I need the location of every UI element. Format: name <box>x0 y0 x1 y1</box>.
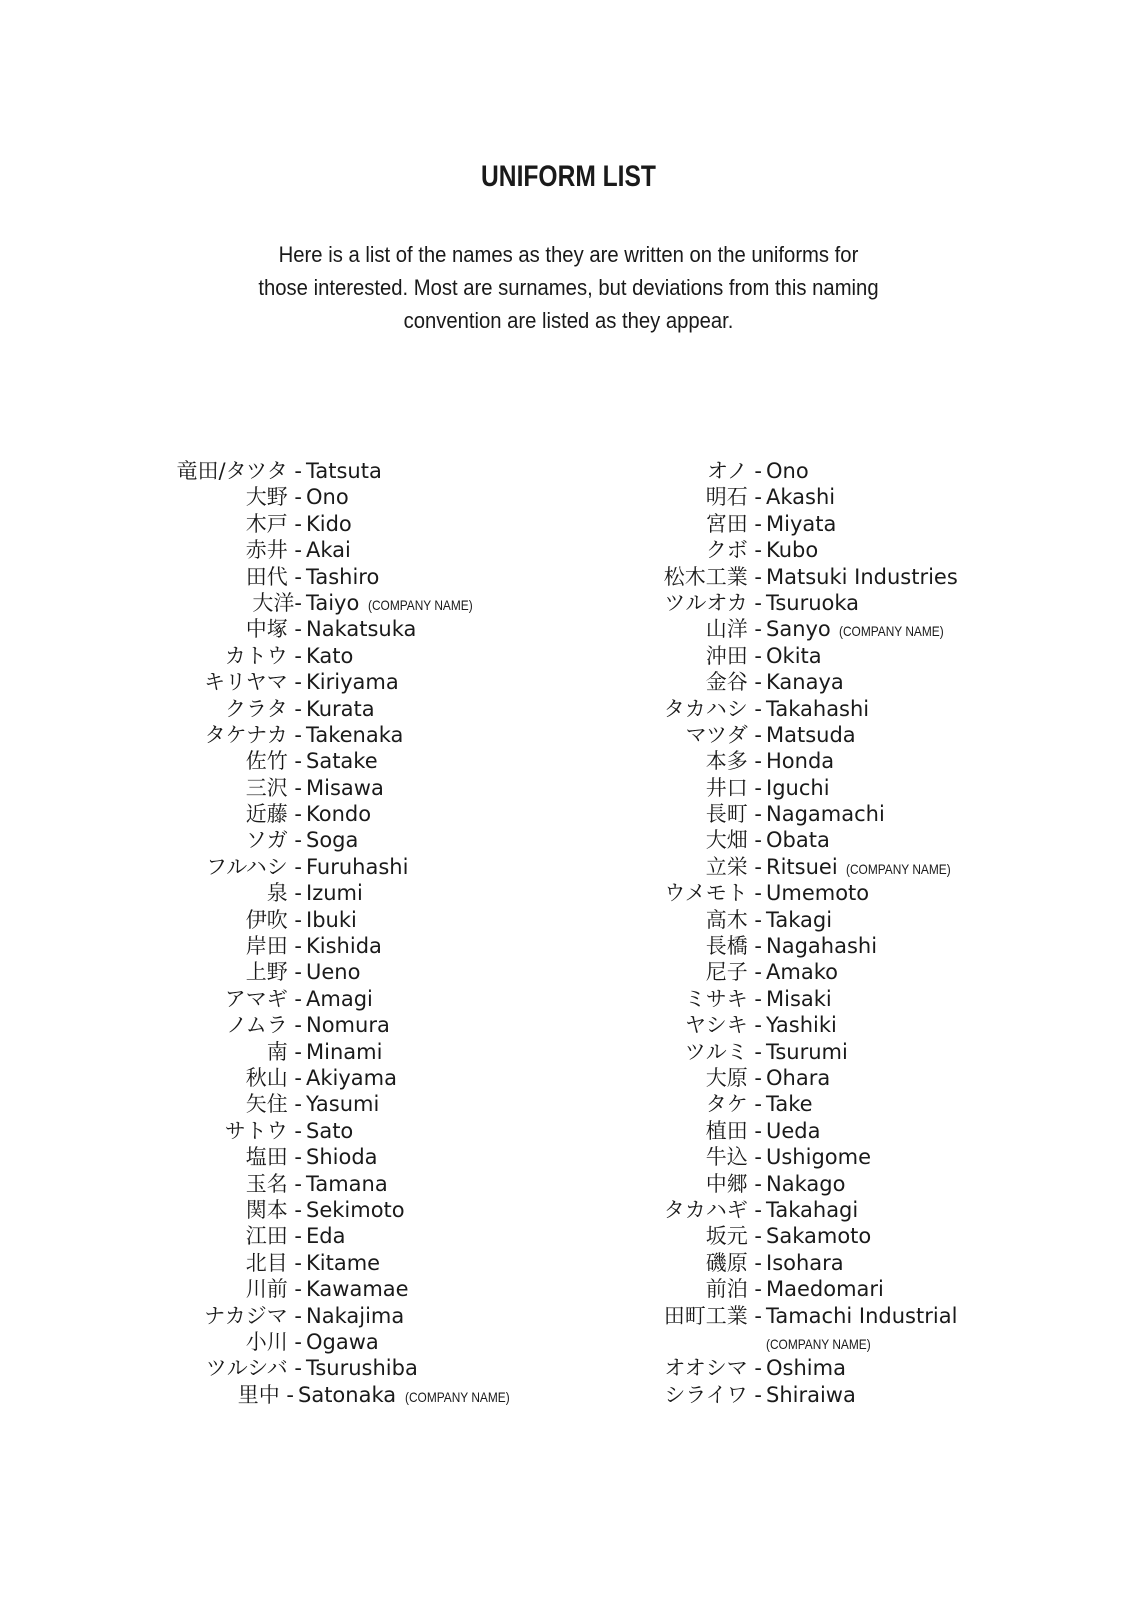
company-name-note: (COMPANY NAME) <box>368 596 473 613</box>
uniform-name <box>766 959 838 985</box>
list-item <box>460 880 1020 906</box>
uniform-name <box>306 696 375 722</box>
intro-line: convention are listed as they appear. <box>403 308 734 333</box>
romanized-name: Kitame <box>306 1250 381 1275</box>
uniform-name <box>766 590 859 616</box>
romanized-name: Furuhashi <box>306 854 409 879</box>
list-item <box>460 722 1020 748</box>
uniform-name <box>766 1276 884 1302</box>
company-name-note: (COMPANY NAME) <box>839 623 945 640</box>
uniform-name <box>766 1118 821 1144</box>
japanese-name: 秋山 - <box>245 1065 302 1090</box>
list-item <box>460 986 1020 1012</box>
romanized-name: Ueno <box>306 960 361 985</box>
japanese-name: 山洋 - <box>705 617 762 642</box>
romanized-name: Ueda <box>766 1118 821 1143</box>
romanized-name: Maedomari <box>766 1277 884 1302</box>
romanized-name: Ibuki <box>306 907 357 932</box>
japanese-name: 竜田/タツタ - <box>176 459 302 483</box>
japanese-name: 坂元 - <box>705 1224 762 1249</box>
uniform-name <box>306 1012 390 1038</box>
japanese-name: ノムラ - <box>226 1013 302 1038</box>
uniform-name <box>766 933 877 959</box>
romanized-name: Takagi <box>766 907 833 932</box>
japanese-name: 泉 - <box>266 881 302 906</box>
romanized-name: Takahashi <box>766 696 870 721</box>
uniform-name <box>306 986 373 1012</box>
uniform-name <box>766 484 835 510</box>
japanese-name: タケナカ - <box>204 722 302 747</box>
japanese-name: ツルオカ - <box>664 590 762 615</box>
japanese-name: 近藤 - <box>245 802 302 827</box>
uniform-name <box>306 511 352 537</box>
japanese-name: オオシマ - <box>664 1356 762 1381</box>
japanese-name: 関本 - <box>245 1197 302 1222</box>
uniform-name <box>306 827 358 853</box>
uniform-name <box>306 722 403 748</box>
uniform-name <box>306 1171 388 1197</box>
company-name-note: (COMPANY NAME) <box>766 1335 871 1352</box>
list-item <box>460 748 1020 774</box>
list-item <box>460 1091 1020 1117</box>
japanese-name: キリヤマ - <box>204 670 302 695</box>
japanese-name: 植田 - <box>705 1118 762 1143</box>
romanized-name: Take <box>766 1092 813 1117</box>
japanese-name: 大野 - <box>245 485 302 510</box>
romanized-name: Nakatsuka <box>306 617 417 642</box>
uniform-name <box>306 1118 353 1144</box>
company-name-note: (COMPANY NAME) <box>846 860 952 877</box>
uniform-name <box>306 564 379 590</box>
romanized-name: Kato <box>306 643 354 668</box>
japanese-name: シライワ - <box>664 1382 762 1407</box>
right-name-column <box>460 458 1020 1408</box>
romanized-name: Tamachi Industrial <box>766 1303 958 1328</box>
romanized-name: Sanyo <box>766 617 831 642</box>
romanized-name: Umemoto <box>766 881 870 906</box>
uniform-name <box>766 1144 871 1170</box>
uniform-name <box>306 1250 380 1276</box>
uniform-name <box>766 1065 830 1091</box>
japanese-name: マツダ - <box>685 722 762 747</box>
japanese-name: ミサキ - <box>684 986 762 1011</box>
romanized-name: Tamana <box>306 1171 388 1196</box>
romanized-name: Misawa <box>306 775 384 800</box>
uniform-name <box>766 458 809 484</box>
romanized-name: Minami <box>306 1039 383 1064</box>
list-item <box>460 1144 1020 1170</box>
romanized-name: Honda <box>766 749 835 774</box>
romanized-name: Shioda <box>306 1145 378 1170</box>
uniform-name <box>306 1329 379 1355</box>
uniform-name <box>766 1303 957 1329</box>
uniform-name <box>766 775 830 801</box>
uniform-name <box>766 748 834 774</box>
romanized-name: Isohara <box>766 1250 844 1275</box>
romanized-name: Izumi <box>306 881 363 906</box>
list-item <box>460 827 1020 853</box>
romanized-name: Kanaya <box>766 670 844 695</box>
uniform-name <box>766 1197 858 1223</box>
uniform-name <box>766 1171 845 1197</box>
romanized-name: Oshima <box>766 1356 846 1381</box>
uniform-name <box>766 696 869 722</box>
intro-line: those interested. Most are surnames, but deviations from this naming <box>258 275 879 300</box>
list-item <box>460 616 1020 642</box>
japanese-name: 尼子 - <box>705 960 762 985</box>
romanized-name: Sato <box>306 1118 354 1143</box>
list-item <box>460 1012 1020 1038</box>
japanese-name: カトウ - <box>224 643 302 668</box>
uniform-name <box>766 616 963 644</box>
list-item <box>460 1303 1020 1329</box>
japanese-name: 牛込 - <box>705 1145 762 1170</box>
uniform-name <box>766 1039 848 1065</box>
japanese-name: 大洋- <box>252 590 302 615</box>
list-item <box>460 511 1020 537</box>
uniform-name <box>766 1329 889 1357</box>
romanized-name: Ono <box>766 459 809 483</box>
romanized-name: Amako <box>766 960 838 985</box>
romanized-name: Satonaka <box>298 1382 397 1407</box>
romanized-name: Iguchi <box>766 775 830 800</box>
japanese-name: 沖田 - <box>705 643 762 668</box>
list-item <box>460 696 1020 722</box>
romanized-name: Tatsuta <box>306 459 382 483</box>
romanized-name: Kubo <box>766 538 819 563</box>
japanese-name: 高木 - <box>705 907 762 932</box>
japanese-name: 明石 - <box>705 485 762 510</box>
romanized-name: Takahagi <box>766 1197 859 1222</box>
uniform-name <box>766 722 856 748</box>
company-name-note: (COMPANY NAME) <box>404 1388 510 1405</box>
intro-line: Here is a list of the names as they are written on the uniforms for <box>278 242 859 267</box>
romanized-name: Misaki <box>766 986 832 1011</box>
list-item <box>460 1118 1020 1144</box>
uniform-name <box>306 1276 409 1302</box>
romanized-name: Sekimoto <box>306 1197 405 1222</box>
uniform-name <box>766 511 836 537</box>
romanized-name: Akai <box>306 538 351 563</box>
romanized-name: Ritsuei <box>766 854 838 879</box>
list-item <box>460 590 1020 616</box>
japanese-name: ツルシバ - <box>205 1356 302 1381</box>
japanese-name: 大畑 - <box>705 828 762 853</box>
romanized-name: Takenaka <box>306 722 404 747</box>
list-item <box>460 907 1020 933</box>
japanese-name: 松木工業 - <box>663 564 762 589</box>
list-item <box>460 669 1020 695</box>
uniform-name <box>306 775 384 801</box>
romanized-name: Tsurumi <box>766 1039 848 1064</box>
romanized-name: Nagamachi <box>766 802 885 827</box>
japanese-name: 北目 - <box>245 1250 302 1275</box>
page-title: UNIFORM LIST <box>481 160 656 193</box>
romanized-name: Yasumi <box>306 1092 380 1117</box>
japanese-name: 赤井 - <box>245 538 302 563</box>
japanese-name: 南 - <box>266 1039 302 1064</box>
list-item <box>460 1276 1020 1302</box>
japanese-name: 田代 - <box>245 564 302 589</box>
romanized-name: Kurata <box>306 696 375 721</box>
list-item <box>460 854 1020 880</box>
uniform-name <box>306 907 357 933</box>
japanese-name: 木戸 - <box>245 511 302 536</box>
romanized-name: Nakago <box>766 1171 846 1196</box>
romanized-name: Miyata <box>766 511 837 536</box>
intro-paragraph <box>57 238 1080 337</box>
japanese-name: 立栄 - <box>705 854 762 879</box>
list-item <box>460 1039 1020 1065</box>
japanese-name: 江田 - <box>245 1224 302 1249</box>
uniform-name <box>306 669 399 695</box>
japanese-name: クボ - <box>705 538 762 563</box>
uniform-name <box>306 1144 378 1170</box>
list-item <box>460 801 1020 827</box>
japanese-name: サトウ - <box>224 1118 302 1143</box>
uniform-name <box>766 1012 837 1038</box>
romanized-name: Kiriyama <box>306 670 399 695</box>
romanized-name: Tsuruoka <box>766 590 860 615</box>
uniform-name <box>306 854 408 880</box>
uniform-name <box>306 643 353 669</box>
japanese-name: 伊吹 - <box>245 907 302 932</box>
uniform-name <box>306 933 382 959</box>
romanized-name: Soga <box>306 828 359 853</box>
japanese-name: ナカジマ - <box>204 1303 302 1328</box>
japanese-name: ヤシキ - <box>684 1013 762 1038</box>
romanized-name: Tsurushiba <box>306 1356 418 1381</box>
uniform-name <box>306 537 351 563</box>
japanese-name: 金谷 - <box>705 670 762 695</box>
romanized-name: Matsuki Industries <box>766 564 958 589</box>
uniform-name <box>766 669 844 695</box>
uniform-name <box>306 1039 382 1065</box>
japanese-name: タカハギ - <box>663 1197 762 1222</box>
list-item <box>460 1382 1020 1408</box>
uniform-name <box>766 1250 844 1276</box>
list-item <box>460 458 1020 484</box>
uniform-name <box>766 1382 856 1408</box>
uniform-name <box>306 880 363 906</box>
japanese-name: 上野 - <box>245 960 302 985</box>
japanese-name: ツルミ - <box>684 1039 762 1064</box>
japanese-name: 塩田 - <box>245 1145 302 1170</box>
romanized-name: Ohara <box>766 1065 831 1090</box>
japanese-name: 本多 - <box>705 749 762 774</box>
uniform-name <box>306 801 371 827</box>
romanized-name: Obata <box>766 828 830 853</box>
japanese-name: 井口 - <box>705 775 762 800</box>
romanized-name: Sakamoto <box>766 1224 872 1249</box>
uniform-name <box>766 537 818 563</box>
romanized-name: Kondo <box>306 802 372 827</box>
japanese-name: 三沢 - <box>245 775 302 800</box>
romanized-name: Shiraiwa <box>766 1382 856 1407</box>
list-item <box>460 1171 1020 1197</box>
romanized-name: Nakajima <box>306 1303 405 1328</box>
japanese-name: ソガ - <box>245 828 302 853</box>
uniform-name <box>766 880 869 906</box>
romanized-name: Tashiro <box>306 564 380 589</box>
romanized-name: Eda <box>306 1224 346 1249</box>
japanese-name: 岸田 - <box>245 934 302 959</box>
uniform-name <box>306 1091 379 1117</box>
japanese-name: 矢住 - <box>245 1092 302 1117</box>
japanese-name: フルハシ - <box>206 854 302 879</box>
list-item <box>460 1250 1020 1276</box>
romanized-name: Yashiki <box>766 1013 837 1038</box>
japanese-name: 中郷 - <box>705 1171 762 1196</box>
japanese-name: 玉名 - <box>245 1171 302 1196</box>
japanese-name: 磯原 - <box>705 1250 762 1275</box>
romanized-name: Amagi <box>306 986 373 1011</box>
romanized-name: Okita <box>766 643 822 668</box>
romanized-name: Ogawa <box>306 1329 379 1354</box>
list-item <box>460 1197 1020 1223</box>
romanized-name: Akiyama <box>306 1065 397 1090</box>
japanese-name: 田町工業 - <box>663 1303 762 1328</box>
list-item <box>460 537 1020 563</box>
uniform-name <box>766 1091 813 1117</box>
list-item <box>460 933 1020 959</box>
romanized-name: Kishida <box>306 934 382 959</box>
romanized-name: Akashi <box>766 485 836 510</box>
uniform-name <box>306 458 382 484</box>
japanese-name: オノ - <box>707 459 762 483</box>
uniform-name <box>766 854 970 882</box>
romanized-name: Nomura <box>306 1013 390 1038</box>
romanized-name: Ono <box>306 485 349 510</box>
romanized-name: Ushigome <box>766 1145 872 1170</box>
japanese-name: 宮田 - <box>705 511 762 536</box>
japanese-name: 長町 - <box>705 802 762 827</box>
japanese-name: 前泊 - <box>705 1277 762 1302</box>
uniform-name <box>766 801 885 827</box>
romanized-name: Taiyo <box>306 590 360 615</box>
uniform-name <box>306 1223 345 1249</box>
uniform-name <box>766 1355 846 1381</box>
list-item <box>460 775 1020 801</box>
uniform-name <box>766 1223 871 1249</box>
uniform-name <box>306 1197 405 1223</box>
uniform-name <box>766 986 832 1012</box>
japanese-name: タカハシ - <box>663 696 762 721</box>
japanese-name: 小川 - <box>245 1329 302 1354</box>
uniform-name <box>306 959 360 985</box>
uniform-name <box>306 1303 404 1329</box>
romanized-name: Matsuda <box>766 722 856 747</box>
romanized-name: Nagahashi <box>766 934 878 959</box>
list-item <box>460 1355 1020 1381</box>
list-item <box>460 643 1020 669</box>
romanized-name: Kawamae <box>306 1277 409 1302</box>
japanese-name: 中塚 - <box>245 617 302 642</box>
japanese-name: ウメモト - <box>664 881 762 906</box>
list-item <box>460 1223 1020 1249</box>
japanese-name: 里中 - <box>237 1382 294 1407</box>
japanese-name: 川前 - <box>245 1277 302 1302</box>
romanized-name: Satake <box>306 749 378 774</box>
list-item <box>460 1065 1020 1091</box>
uniform-name <box>766 907 832 933</box>
japanese-name: タケ - <box>705 1092 762 1117</box>
uniform-name <box>306 484 349 510</box>
japanese-name: 長橋 - <box>705 934 762 959</box>
uniform-name <box>766 643 822 669</box>
uniform-name <box>766 827 830 853</box>
list-item <box>460 959 1020 985</box>
uniform-name <box>306 1065 397 1091</box>
list-item <box>460 484 1020 510</box>
japanese-name: 大原 - <box>705 1065 762 1090</box>
list-item <box>460 564 1020 590</box>
uniform-name <box>306 616 416 642</box>
japanese-name: アマギ - <box>224 986 302 1011</box>
uniform-name <box>306 1355 418 1381</box>
japanese-name: クラタ - <box>224 696 302 721</box>
uniform-name <box>766 564 958 590</box>
japanese-name: 佐竹 - <box>245 749 302 774</box>
uniform-name <box>306 748 378 774</box>
list-item <box>460 1329 1020 1355</box>
romanized-name: Kido <box>306 511 352 536</box>
